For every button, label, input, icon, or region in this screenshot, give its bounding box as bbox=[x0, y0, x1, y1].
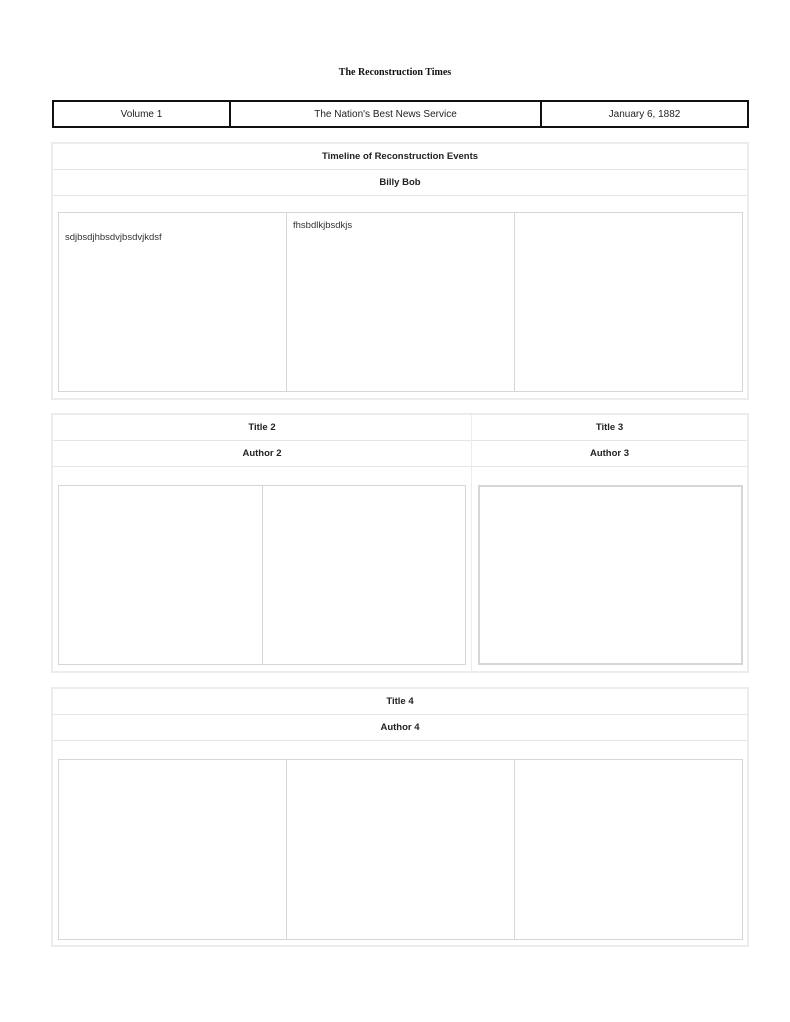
date-label: January 6, 1882 bbox=[608, 108, 681, 120]
newspaper-title: The Reconstruction Times bbox=[338, 67, 452, 78]
article-column[interactable] bbox=[263, 486, 465, 664]
article-column[interactable] bbox=[515, 760, 742, 939]
column-text: sdjbsdjhbsdvjbsdvjkdsf bbox=[65, 232, 162, 243]
article-column[interactable] bbox=[59, 760, 287, 939]
article-author: Author 4 bbox=[53, 715, 747, 741]
article-title: Title 2 bbox=[53, 415, 471, 441]
article-author: Author 2 bbox=[53, 441, 471, 467]
article-column[interactable] bbox=[515, 213, 742, 391]
article-column[interactable] bbox=[59, 213, 287, 391]
article-columns bbox=[58, 485, 466, 665]
article-column[interactable] bbox=[480, 487, 741, 663]
volume-label: Volume 1 bbox=[54, 102, 231, 126]
article-row-2 bbox=[51, 413, 749, 673]
article-4 bbox=[51, 687, 749, 947]
article-author: Author 3 bbox=[472, 441, 747, 467]
article-column[interactable] bbox=[287, 213, 515, 391]
article-columns bbox=[478, 485, 743, 665]
article-title: Title 3 bbox=[472, 415, 747, 441]
article-columns bbox=[58, 759, 743, 940]
article-column[interactable] bbox=[287, 760, 515, 939]
article-columns bbox=[58, 212, 743, 392]
article-column[interactable] bbox=[59, 486, 263, 664]
article-1 bbox=[51, 142, 749, 400]
article-title: Title 4 bbox=[53, 689, 747, 715]
column-text: fhsbdlkjbsdkjs bbox=[293, 220, 353, 231]
article-title: Timeline of Reconstruction Events bbox=[53, 144, 747, 170]
article-author: Billy Bob bbox=[53, 170, 747, 196]
slogan-label: The Nation's Best News Service bbox=[231, 102, 542, 126]
info-bar bbox=[52, 100, 749, 128]
